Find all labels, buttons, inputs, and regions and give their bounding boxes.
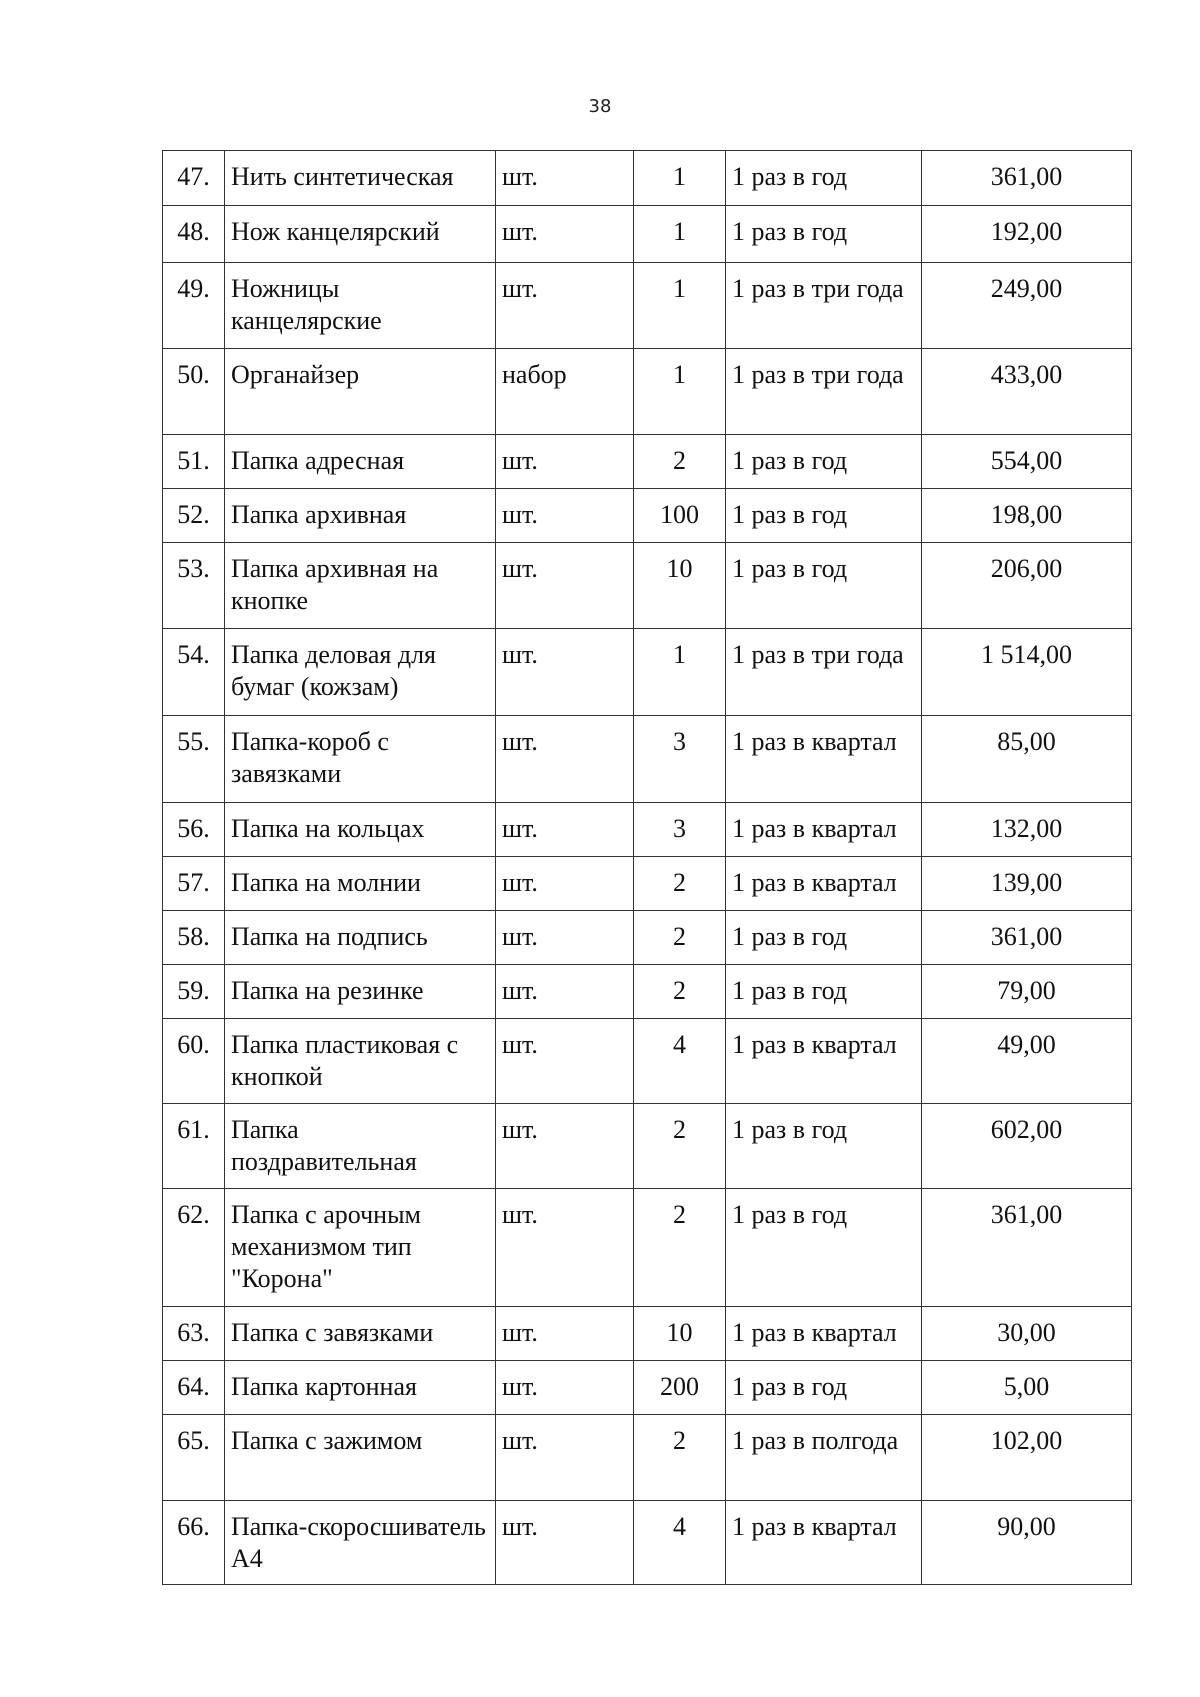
item-name: Папка деловая для бумаг (кожзам) [225, 629, 496, 716]
table-row [163, 629, 1132, 716]
item-frequency: 1 раз в год [726, 965, 922, 1019]
item-name: Нож канцелярский [225, 206, 496, 263]
item-price: 1 514,00 [922, 629, 1132, 716]
item-name: Папка на молнии [225, 857, 496, 911]
item-frequency: 1 раз в год [726, 543, 922, 629]
item-name: Органайзер [225, 349, 496, 435]
item-unit: шт. [496, 857, 634, 911]
table-row [163, 1019, 1132, 1104]
item-unit: набор [496, 349, 634, 435]
item-name: Папка картонная [225, 1361, 496, 1415]
row-number: 49. [163, 263, 225, 349]
row-number: 63. [163, 1307, 225, 1361]
row-number: 52. [163, 489, 225, 543]
item-quantity: 1 [634, 151, 726, 206]
item-quantity: 2 [634, 857, 726, 911]
item-frequency: 1 раз в квартал [726, 716, 922, 803]
item-unit: шт. [496, 1307, 634, 1361]
item-frequency: 1 раз в квартал [726, 1307, 922, 1361]
item-price: 132,00 [922, 803, 1132, 857]
table-row [163, 965, 1132, 1019]
item-unit: шт. [496, 151, 634, 206]
table-row [163, 1501, 1132, 1585]
item-price: 102,00 [922, 1415, 1132, 1501]
item-quantity: 1 [634, 206, 726, 263]
item-price: 361,00 [922, 911, 1132, 965]
row-number: 54. [163, 629, 225, 716]
item-unit: шт. [496, 1501, 634, 1585]
item-quantity: 1 [634, 349, 726, 435]
item-quantity: 2 [634, 1415, 726, 1501]
item-price: 90,00 [922, 1501, 1132, 1585]
item-quantity: 10 [634, 543, 726, 629]
item-quantity: 4 [634, 1019, 726, 1104]
item-frequency: 1 раз в квартал [726, 803, 922, 857]
item-name: Папка-скоросшиватель А4 [225, 1501, 496, 1585]
item-unit: шт. [496, 803, 634, 857]
table-row [163, 206, 1132, 263]
item-quantity: 2 [634, 911, 726, 965]
item-frequency: 1 раз в квартал [726, 1501, 922, 1585]
item-unit: шт. [496, 543, 634, 629]
table-row [163, 435, 1132, 489]
item-unit: шт. [496, 1415, 634, 1501]
item-price: 49,00 [922, 1019, 1132, 1104]
table-row [163, 263, 1132, 349]
item-price: 433,00 [922, 349, 1132, 435]
page-number: 38 [588, 96, 612, 117]
row-number: 53. [163, 543, 225, 629]
item-unit: шт. [496, 965, 634, 1019]
table-row [163, 857, 1132, 911]
item-name: Папка с завязками [225, 1307, 496, 1361]
item-name: Папка архивная на кнопке [225, 543, 496, 629]
item-quantity: 2 [634, 1189, 726, 1307]
table-row [163, 1361, 1132, 1415]
item-quantity: 2 [634, 435, 726, 489]
item-unit: шт. [496, 1104, 634, 1189]
row-number: 58. [163, 911, 225, 965]
item-name: Папка поздравительная [225, 1104, 496, 1189]
row-number: 48. [163, 206, 225, 263]
row-number: 60. [163, 1019, 225, 1104]
row-number: 56. [163, 803, 225, 857]
table-row [163, 349, 1132, 435]
table-row [163, 803, 1132, 857]
item-price: 361,00 [922, 1189, 1132, 1307]
item-unit: шт. [496, 206, 634, 263]
item-frequency: 1 раз в год [726, 1361, 922, 1415]
row-number: 64. [163, 1361, 225, 1415]
item-quantity: 2 [634, 965, 726, 1019]
item-name: Папка на подпись [225, 911, 496, 965]
item-frequency: 1 раз в год [726, 1189, 922, 1307]
item-quantity: 3 [634, 803, 726, 857]
item-quantity: 10 [634, 1307, 726, 1361]
item-unit: шт. [496, 1189, 634, 1307]
row-number: 47. [163, 151, 225, 206]
row-number: 66. [163, 1501, 225, 1585]
item-unit: шт. [496, 435, 634, 489]
item-frequency: 1 раз в квартал [726, 1019, 922, 1104]
row-number: 59. [163, 965, 225, 1019]
item-name: Папка пластиковая с кнопкой [225, 1019, 496, 1104]
item-name: Папка-короб с завязками [225, 716, 496, 803]
item-name: Нить синтетическая [225, 151, 496, 206]
item-price: 85,00 [922, 716, 1132, 803]
item-name: Папка на резинке [225, 965, 496, 1019]
row-number: 65. [163, 1415, 225, 1501]
item-name: Папка адресная [225, 435, 496, 489]
item-price: 139,00 [922, 857, 1132, 911]
table-row [163, 716, 1132, 803]
item-price: 198,00 [922, 489, 1132, 543]
item-unit: шт. [496, 263, 634, 349]
item-price: 5,00 [922, 1361, 1132, 1415]
item-frequency: 1 раз в год [726, 1104, 922, 1189]
item-frequency: 1 раз в три года [726, 349, 922, 435]
item-frequency: 1 раз в квартал [726, 857, 922, 911]
item-name: Папка с арочным механизмом тип "Корона" [225, 1189, 496, 1307]
table-row [163, 1307, 1132, 1361]
table-row [163, 911, 1132, 965]
item-price: 361,00 [922, 151, 1132, 206]
row-number: 51. [163, 435, 225, 489]
table-row [163, 1104, 1132, 1189]
item-price: 192,00 [922, 206, 1132, 263]
item-quantity: 2 [634, 1104, 726, 1189]
item-price: 554,00 [922, 435, 1132, 489]
item-quantity: 100 [634, 489, 726, 543]
item-unit: шт. [496, 1019, 634, 1104]
item-unit: шт. [496, 629, 634, 716]
table-row [163, 1415, 1132, 1501]
item-name: Папка на кольцах [225, 803, 496, 857]
item-frequency: 1 раз в год [726, 489, 922, 543]
item-quantity: 3 [634, 716, 726, 803]
item-quantity: 200 [634, 1361, 726, 1415]
item-price: 79,00 [922, 965, 1132, 1019]
item-frequency: 1 раз в полгода [726, 1415, 922, 1501]
row-number: 61. [163, 1104, 225, 1189]
table-row [163, 151, 1132, 206]
item-frequency: 1 раз в три года [726, 263, 922, 349]
row-number: 57. [163, 857, 225, 911]
item-frequency: 1 раз в год [726, 435, 922, 489]
item-price: 602,00 [922, 1104, 1132, 1189]
item-frequency: 1 раз в три года [726, 629, 922, 716]
supplies-table [162, 150, 1132, 1585]
item-quantity: 1 [634, 629, 726, 716]
item-name: Папка с зажимом [225, 1415, 496, 1501]
item-unit: шт. [496, 911, 634, 965]
table-row [163, 489, 1132, 543]
item-frequency: 1 раз в год [726, 151, 922, 206]
item-unit: шт. [496, 489, 634, 543]
item-frequency: 1 раз в год [726, 206, 922, 263]
item-unit: шт. [496, 1361, 634, 1415]
item-quantity: 4 [634, 1501, 726, 1585]
item-unit: шт. [496, 716, 634, 803]
table-row [163, 543, 1132, 629]
item-name: Папка архивная [225, 489, 496, 543]
row-number: 50. [163, 349, 225, 435]
item-price: 249,00 [922, 263, 1132, 349]
item-price: 30,00 [922, 1307, 1132, 1361]
item-name: Ножницы канцелярские [225, 263, 496, 349]
row-number: 55. [163, 716, 225, 803]
item-quantity: 1 [634, 263, 726, 349]
item-price: 206,00 [922, 543, 1132, 629]
row-number: 62. [163, 1189, 225, 1307]
item-frequency: 1 раз в год [726, 911, 922, 965]
table-row [163, 1189, 1132, 1307]
